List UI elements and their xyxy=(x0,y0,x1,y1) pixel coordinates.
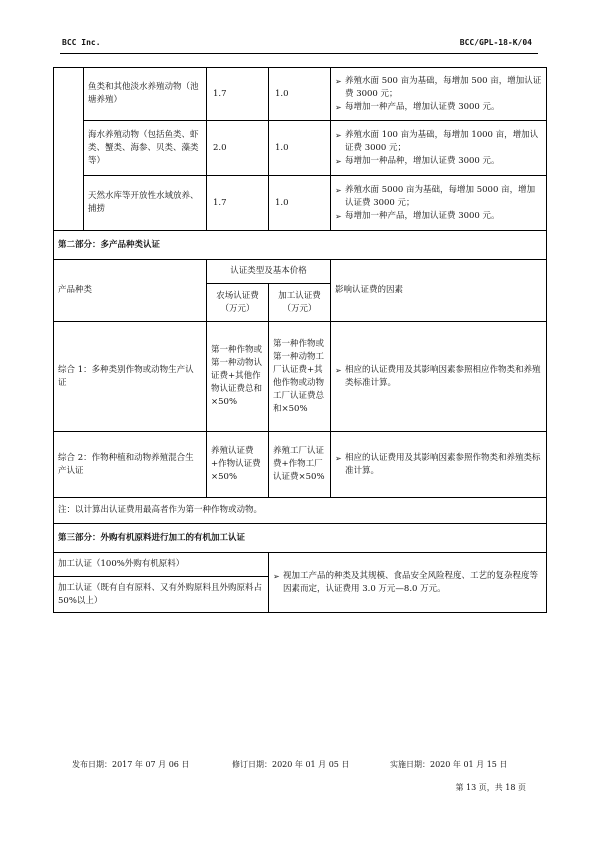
process-fee: 养殖工厂认证费+作物工厂认证费×50% xyxy=(269,432,331,498)
product-name: 综合 2：作物种植和动物养殖混合生产认证 xyxy=(54,432,207,498)
arrow-bullet-icon: ➢ xyxy=(335,156,342,166)
table-row xyxy=(54,553,547,577)
table-note: 注：以计算出认证费用最高者作为第一种作物或动物。 xyxy=(54,498,547,524)
farm-fee: 2.0 xyxy=(207,121,269,176)
section-title-part2: 第二部分：多产品种类认证 xyxy=(54,231,547,260)
section-row xyxy=(54,524,547,553)
effective-date: 实施日期：2020 年 01 月 15 日 xyxy=(390,760,508,769)
revision-date: 修订日期：2020 年 01 月 05 日 xyxy=(232,760,350,769)
fee-factors: ➢ 相应的认证费用及其影响因素参照相应作物类和养殖类标准计算。 xyxy=(331,322,547,432)
arrow-bullet-icon: ➢ xyxy=(335,185,342,195)
issue-date: 发布日期：2017 年 07 月 06 日 xyxy=(72,760,190,769)
header-doc-code: BCC/GPL-18-K/04 xyxy=(459,38,532,47)
arrow-bullet-icon: ➢ xyxy=(335,76,342,86)
header-company: BCC Inc. xyxy=(62,38,101,47)
fee-table xyxy=(53,67,547,613)
note-row xyxy=(54,498,547,524)
table-row xyxy=(54,176,547,231)
fee-factors: ➢ 养殖水面 100 亩为基础，每增加 1000 亩，增加认证费 3000 元； ➢ 每增加一种品种，增加认证费 3000 元。 xyxy=(331,121,547,176)
farm-fee: 1.7 xyxy=(207,176,269,231)
table-header-row xyxy=(54,260,547,284)
product-name: 海水养殖动物（包括鱼类、虾类、蟹类、海参、贝类、藻类等） xyxy=(84,121,207,176)
product-name: 鱼类和其他淡水养殖动物（池塘养殖） xyxy=(84,68,207,121)
fee-factors: ➢ 视加工产品的种类及其规模、食品安全风险程度、工艺的复杂程度等因素而定，认证费用 3.0 万元—8.0 万元。 xyxy=(269,553,547,613)
process-cert-type: 加工认证（既有自有原料、又有外购原料且外购原料占 50%以上） xyxy=(54,577,269,613)
column-header-farm-fee: 农场认证费（万元） xyxy=(207,284,269,322)
arrow-bullet-icon: ➢ xyxy=(335,365,342,375)
fee-factors: ➢ 养殖水面 5000 亩为基础，每增加 5000 亩，增加认证费 3000 元； ➢ 每增加一种产品，增加认证费 3000 元。 xyxy=(331,176,547,231)
column-header-type-price: 认证类型及基本价格 xyxy=(207,260,331,284)
page-number: 第 13 页，共 18 页 xyxy=(455,783,526,792)
column-header-product: 产品种类 xyxy=(54,260,207,322)
process-fee: 第一种作物或第一种动物工厂认证费+其他作物或动物工厂认证费总和×50% xyxy=(269,322,331,432)
section-title-part3: 第三部分：外购有机原料进行加工的有机加工认证 xyxy=(54,524,547,553)
arrow-bullet-icon: ➢ xyxy=(335,130,342,140)
arrow-bullet-icon: ➢ xyxy=(273,571,280,581)
product-name: 综合 1：多种类别作物或动物生产认证 xyxy=(54,322,207,432)
table-row xyxy=(54,322,547,432)
process-fee: 1.0 xyxy=(269,176,331,231)
category-cell xyxy=(54,68,84,231)
arrow-bullet-icon: ➢ xyxy=(335,102,342,112)
table-row xyxy=(54,432,547,498)
farm-fee: 第一种作物或第一种动物认证费+其他作物认证费总和×50% xyxy=(207,322,269,432)
arrow-bullet-icon: ➢ xyxy=(335,211,342,221)
farm-fee: 1.7 xyxy=(207,68,269,121)
process-cert-type: 加工认证（100%外购有机原料） xyxy=(54,553,269,577)
product-name: 天然水库等开放性水域放养、捕捞 xyxy=(84,176,207,231)
farm-fee: 养殖认证费+作物认证费×50% xyxy=(207,432,269,498)
column-header-process-fee: 加工认证费（万元） xyxy=(269,284,331,322)
fee-factors: ➢ 相应的认证费用及其影响因素参照作物类和养殖类标准计算。 xyxy=(331,432,547,498)
fee-factors: ➢ 养殖水面 500 亩为基础，每增加 500 亩，增加认证费 3000 元； ➢ 每增加一种产品，增加认证费 3000 元。 xyxy=(331,68,547,121)
arrow-bullet-icon: ➢ xyxy=(335,453,342,463)
process-fee: 1.0 xyxy=(269,68,331,121)
column-header-factors: 影响认证费的因素 xyxy=(331,260,547,322)
header-rule xyxy=(60,53,538,54)
table-row xyxy=(54,121,547,176)
section-row xyxy=(54,231,547,260)
table-row xyxy=(54,68,547,121)
process-fee: 1.0 xyxy=(269,121,331,176)
